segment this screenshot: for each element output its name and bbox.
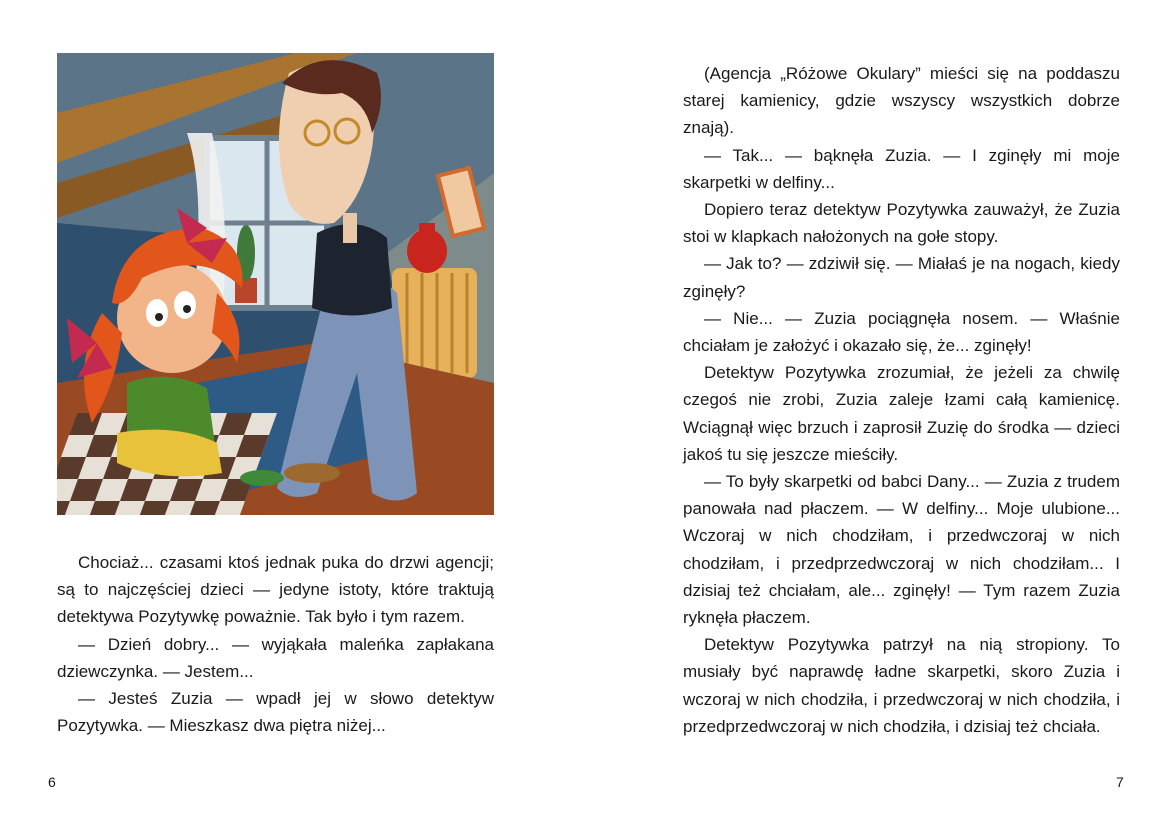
- paragraph: Detektyw Pozytywka zrozumiał, że jeżeli za chwilę czegoś nie zrobi, Zuzia zaleje łzami całą kamienicę. Wciągnął więc brzuch i zaprosił Zuzię do środka — dzieci jakoś tu się jeszcze mieściły.: [683, 363, 1120, 464]
- paragraph: — Jesteś Zuzia — wpadł jej w słowo detektyw Pozytywka. — Mieszkasz dwa piętra niżej...: [57, 689, 494, 736]
- radiator: [392, 268, 477, 378]
- paragraph: — To były skarpetki od babci Dany... — Zuzia z trudem panowała nad płaczem. — W delfiny... Moje ulubione... Wczoraj w nich chodziłam, i przedwczoraj w nich chodziłam, i przedprzedwczoraj w nich chodziłam... I dzisiaj też chciałam, ale... zginęły! — Tym razem Zuzia ryknęła płaczem.: [683, 472, 1120, 628]
- page-number-right: 7: [1116, 774, 1124, 790]
- paragraph: — Tak... — bąknęła Zuzia. — I zginęły mi moje skarpetki w delfiny...: [683, 145, 1120, 192]
- paragraph: Chociaż... czasami ktoś jednak puka do drzwi agencji; są to najczęściej dzieci — jedyne istoty, które traktują detektywa Pozytywkę poważnie. Tak było i tym razem.: [57, 553, 494, 627]
- paragraph: (Agencja „Różowe Okulary” mieści się na poddaszu starej kamienicy, gdzie wszyscy wszystkich dobrze znają).: [683, 64, 1120, 138]
- paragraph: — Jak to? — zdziwił się. — Miałaś je na nogach, kiedy zginęły?: [683, 254, 1120, 301]
- red-teapot: [407, 229, 447, 273]
- paragraph: — Nie... — Zuzia pociągnęła nosem. — Właśnie chciałam je założyć i okazało się, że... zginęły!: [683, 308, 1120, 356]
- paragraph: Detektyw Pozytywka patrzył na nią stropiony. To musiały być naprawdę ładne skarpetki, skoro Zuzia i wczoraj w nich chodziła, i przedwczoraj w nich chodziła, i przedprzedwczoraj w nich chodziła, i dzisiaj też chciała.: [683, 635, 1120, 736]
- left-page-text: [57, 549, 494, 739]
- page-number-left: 6: [48, 774, 56, 790]
- paragraph: Dopiero teraz detektyw Pozytywka zauważył, że Zuzia stoi w klapkach nałożonych na gołe stopy.: [683, 200, 1120, 247]
- girl-slipper: [240, 470, 284, 486]
- right-page: [588, 0, 1176, 829]
- right-page-text: [683, 60, 1120, 740]
- story-illustration: [57, 53, 494, 515]
- paragraph: — Dzień dobry... — wyjąkała maleńka zapłakana dziewczynka. — Jestem...: [57, 634, 494, 681]
- detective-shoe: [284, 463, 340, 483]
